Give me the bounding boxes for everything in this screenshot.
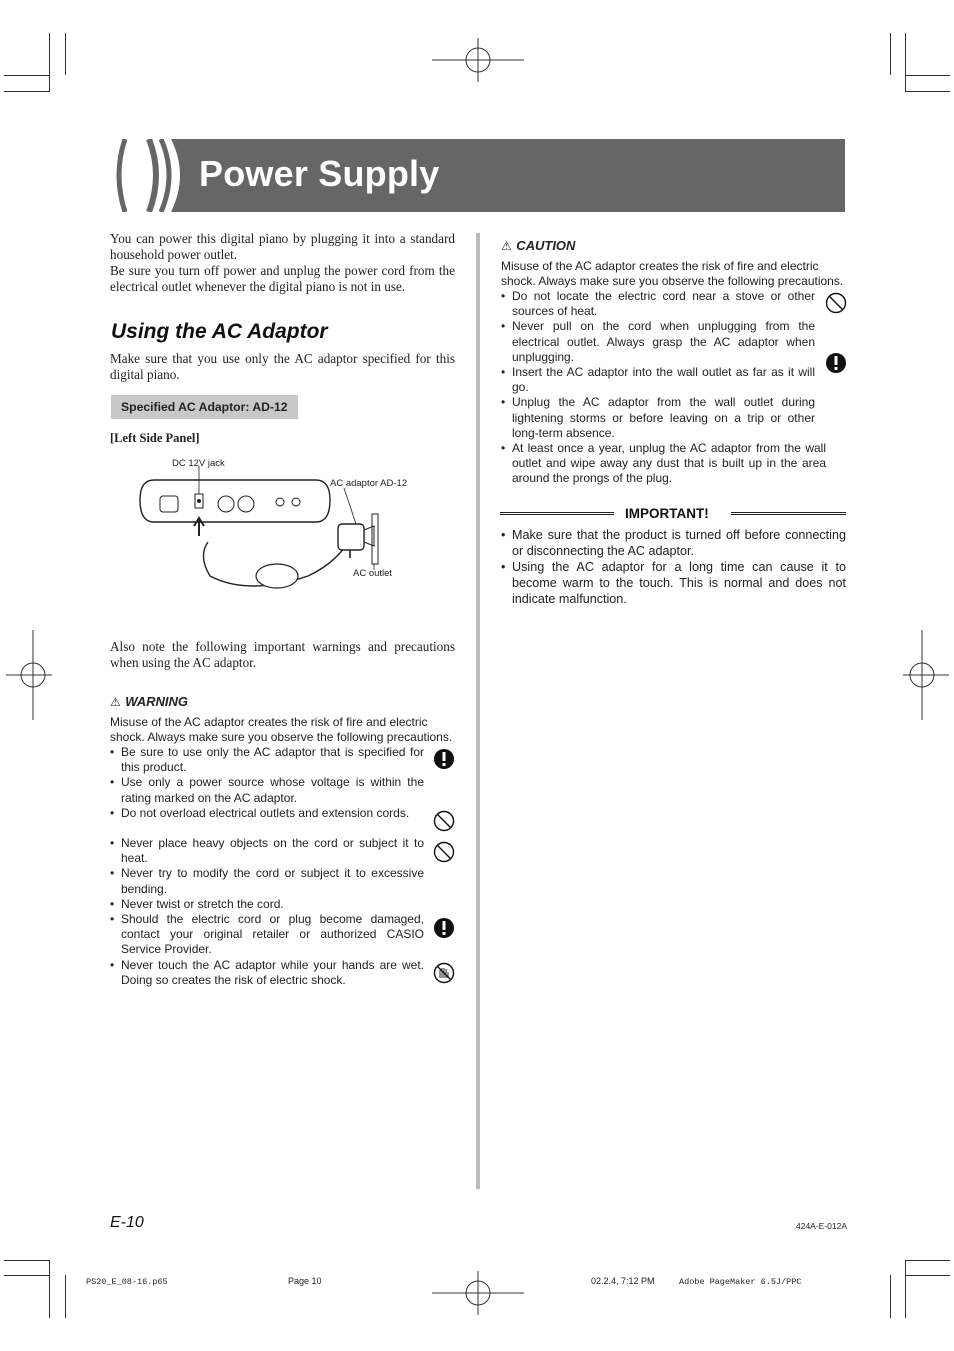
important-list: [501, 527, 846, 607]
crop-mark: [890, 1275, 891, 1318]
registration-mark: [6, 630, 52, 720]
no-wet-hands-icon: [433, 962, 455, 984]
ac-adaptor-diagram: [138, 466, 398, 596]
file-name: PS20_E_08-16.p65: [86, 1277, 168, 1287]
crop-mark: [4, 1260, 50, 1261]
warning-triangle-icon: ⚠: [110, 695, 121, 709]
warning-heading: [110, 693, 188, 711]
document-code: 424A-E-012A: [796, 1221, 848, 1231]
print-date: 02.2.4, 7:12 PM: [591, 1276, 655, 1286]
warning-lead: Misuse of the AC adaptor creates the risk of fire and electric shock. Always make sure you observe the following precautions.: [110, 715, 453, 745]
adaptor-label: AC adaptor AD-12: [330, 478, 408, 489]
crop-mark: [4, 91, 50, 92]
important-heading: [500, 506, 846, 524]
crop-mark: [905, 1260, 906, 1318]
crop-mark: [65, 1275, 66, 1318]
also-note: Also note the following important warnings and precautions when using the AC adaptor.: [110, 639, 455, 670]
crop-mark: [4, 1275, 50, 1276]
list-item: • Never twist or stretch the cord.: [110, 897, 424, 912]
outlet-label: AC outlet: [353, 568, 393, 579]
section-text: Make sure that you use only the AC adaptor specified for this digital piano.: [110, 351, 455, 382]
list-item: • Should the electric cord or plug become damaged, contact your original retailer or authorized CASIO Service Provider.: [110, 912, 424, 958]
crop-mark: [905, 75, 950, 76]
crop-mark: [905, 33, 906, 91]
list-item: • Make sure that the product is turned off before connecting or disconnecting the AC adaptor.: [501, 527, 846, 559]
caution-triangle-icon: ⚠: [501, 239, 512, 253]
intro-paragraph: Be sure you turn off power and unplug the power cord from the electrical outlet whenever the digital piano is not in use.: [110, 263, 455, 294]
page-title: Power Supply: [199, 153, 440, 194]
warning-list: [110, 745, 424, 988]
list-item: • Never try to modify the cord or subject it to excessive bending.: [110, 866, 424, 896]
list-item: • Never pull on the cord when unplugging from the electrical outlet. Always grasp the AC adaptor when unplugging.: [501, 319, 815, 365]
list-item: • At least once a year, unplug the AC adaptor from the wall outlet and wipe away any dust that is built up in the area around the prongs of the plug.: [501, 441, 826, 487]
title-decoration: [109, 139, 189, 212]
caution-lead: Misuse of the AC adaptor creates the risk of fire and electric shock. Always make sure you observe the following precautions.: [501, 259, 844, 289]
crop-mark: [49, 33, 50, 91]
list-item: • Using the AC adaptor for a long time can cause it to become warm to the touch. This is normal and does not indicate malfunction.: [501, 559, 846, 607]
page-label: Page 10: [288, 1276, 322, 1286]
list-item: • Do not overload electrical outlets and extension cords.: [110, 806, 424, 821]
caution-list: [501, 289, 826, 487]
registration-mark: [903, 630, 949, 720]
important-label: IMPORTANT!: [625, 506, 709, 521]
list-item: • Never place heavy objects on the cord or subject it to heat.: [110, 836, 424, 866]
list-item: • Insert the AC adaptor into the wall outlet as far as it will go.: [501, 365, 815, 395]
title-bar: [109, 139, 845, 212]
caution-heading-label: CAUTION: [516, 238, 576, 253]
dc-jack-label: DC 12V jack: [172, 458, 225, 469]
intro-paragraph: You can power this digital piano by plugging it into a standard household power outlet.: [110, 231, 455, 262]
caution-heading: [501, 237, 575, 255]
mandatory-icon: [433, 748, 455, 770]
mandatory-icon: [433, 917, 455, 939]
divider: [731, 512, 846, 515]
prohibited-icon: [433, 841, 455, 863]
crop-mark: [4, 75, 50, 76]
crop-mark: [905, 1275, 950, 1276]
prohibited-icon: [433, 810, 455, 832]
intro: [110, 231, 455, 295]
app-name: Adobe PageMaker 6.5J/PPC: [679, 1277, 802, 1287]
list-item: • Be sure to use only the AC adaptor that is specified for this product.: [110, 745, 424, 775]
prohibited-icon: [825, 292, 847, 314]
list-item: • Unplug the AC adaptor from the wall outlet during lightening storms or before leaving on a trip or other long-term absence.: [501, 395, 815, 441]
spec-label: Specified AC Adaptor: AD-12: [111, 395, 298, 419]
list-item: • Do not locate the electric cord near a stove or other sources of heat.: [501, 289, 815, 319]
registration-mark: [432, 1271, 524, 1315]
list-item: • Never touch the AC adaptor while your hands are wet. Doing so creates the risk of electric shock.: [110, 958, 424, 988]
page-number: E-10: [110, 1214, 144, 1231]
crop-mark: [890, 33, 891, 75]
mandatory-icon: [825, 352, 847, 374]
crop-mark: [905, 91, 950, 92]
section-heading: Using the AC Adaptor: [111, 320, 328, 343]
crop-mark: [65, 33, 66, 75]
registration-mark: [432, 38, 524, 82]
panel-label: [Left Side Panel]: [110, 431, 200, 445]
warning-heading-label: WARNING: [125, 694, 189, 709]
crop-mark: [905, 1260, 950, 1261]
crop-mark: [49, 1260, 50, 1318]
divider: [500, 512, 614, 515]
column-divider: [476, 233, 480, 1189]
list-item: • Use only a power source whose voltage is within the rating marked on the AC adaptor.: [110, 775, 424, 805]
